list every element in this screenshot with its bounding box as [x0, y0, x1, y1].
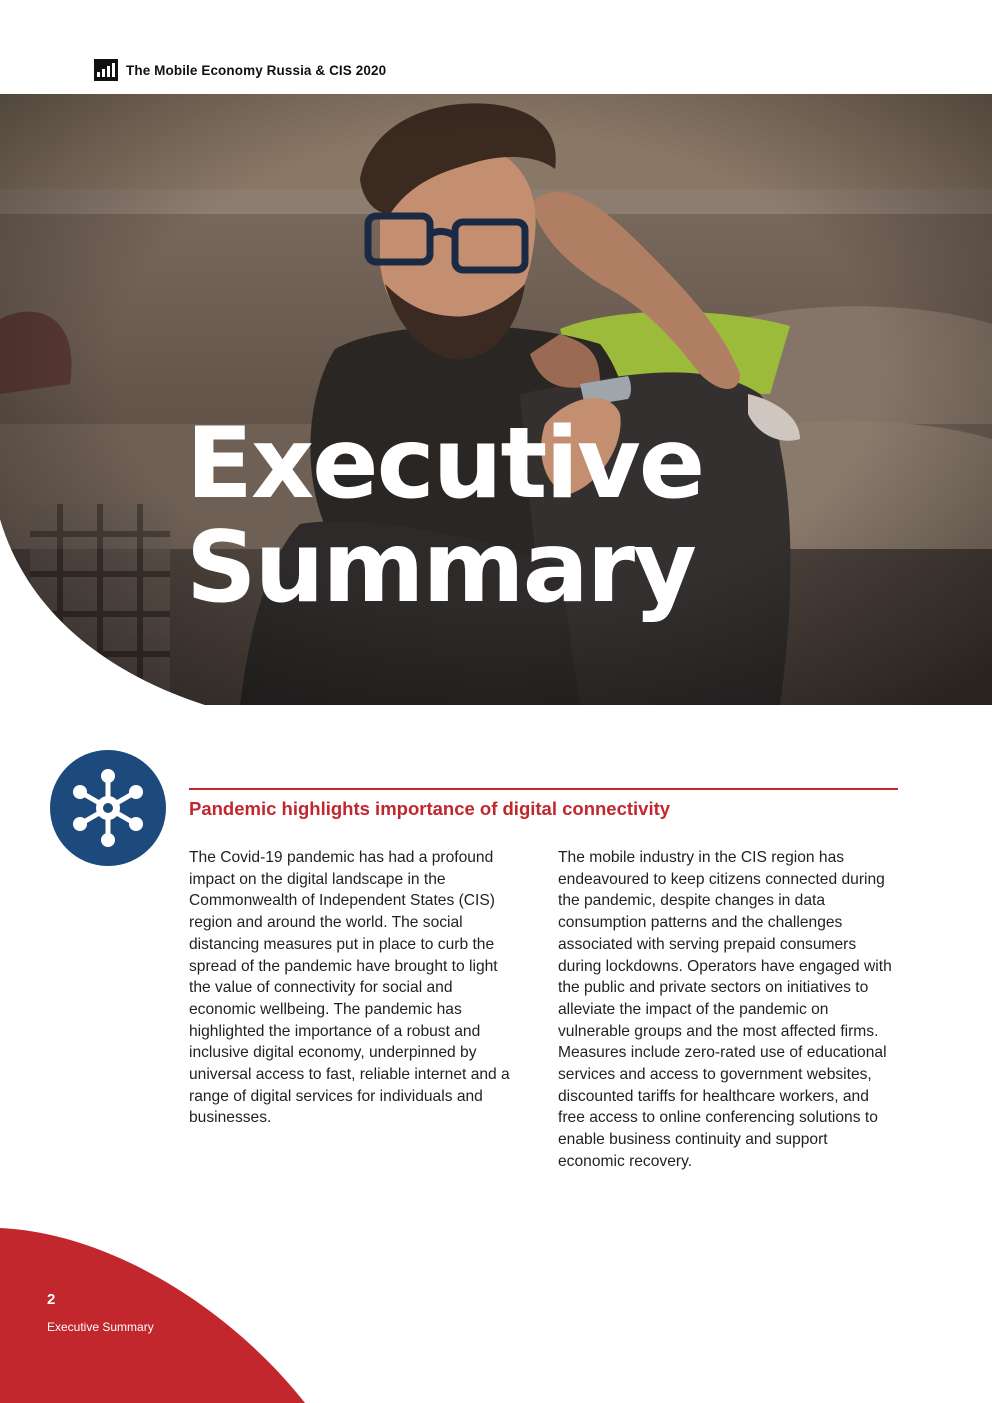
- body-text-left-column: The Covid-19 pandemic has had a profound impact on the digital landscape in the Commonwealth of Independent States (CIS) region and around the world. The social distancing measures put in place to curb the spread of the pandemic have brought to light the value of connectivity for social and economic wellbeing. The pandemic has highlighted the importance of a robust and inclusive digital economy, underpinned by universal access to fast, reliable internet and a range of digital services for individuals and businesses.: [189, 849, 510, 1127]
- page-number: 2: [47, 1291, 56, 1308]
- page-header: [94, 58, 386, 82]
- report-title: The Mobile Economy Russia & CIS 2020: [126, 62, 387, 78]
- footer-red-shape: [0, 1228, 310, 1403]
- footer-section-label: Executive Summary: [47, 1320, 154, 1334]
- virus-connectivity-icon: [50, 750, 166, 866]
- hero-title-line1: Executive: [186, 407, 704, 521]
- hero-title: [186, 407, 704, 625]
- hero-image: [0, 94, 992, 705]
- hero-title-line2: Summary: [186, 511, 695, 625]
- body-text-right-column: The mobile industry in the CIS region has endeavoured to keep citizens connected during the pandemic, despite changes in data consumption patterns and the challenges associated with serving prepaid consumers during lockdowns. Operators have engaged with the public and private sectors on initiatives to alleviate the impact of the pandemic on vulnerable groups and the most affected firms. Measures include zero-rated use of educational services and access to government websites, discounted tariffs for healthcare workers, and free access to online conferencing solutions to enable business continuity and support economic recovery.: [558, 849, 892, 1170]
- section-divider: [189, 788, 898, 790]
- gsma-logo-icon: [94, 59, 118, 81]
- section-heading: Pandemic highlights importance of digital connectivity: [189, 798, 671, 819]
